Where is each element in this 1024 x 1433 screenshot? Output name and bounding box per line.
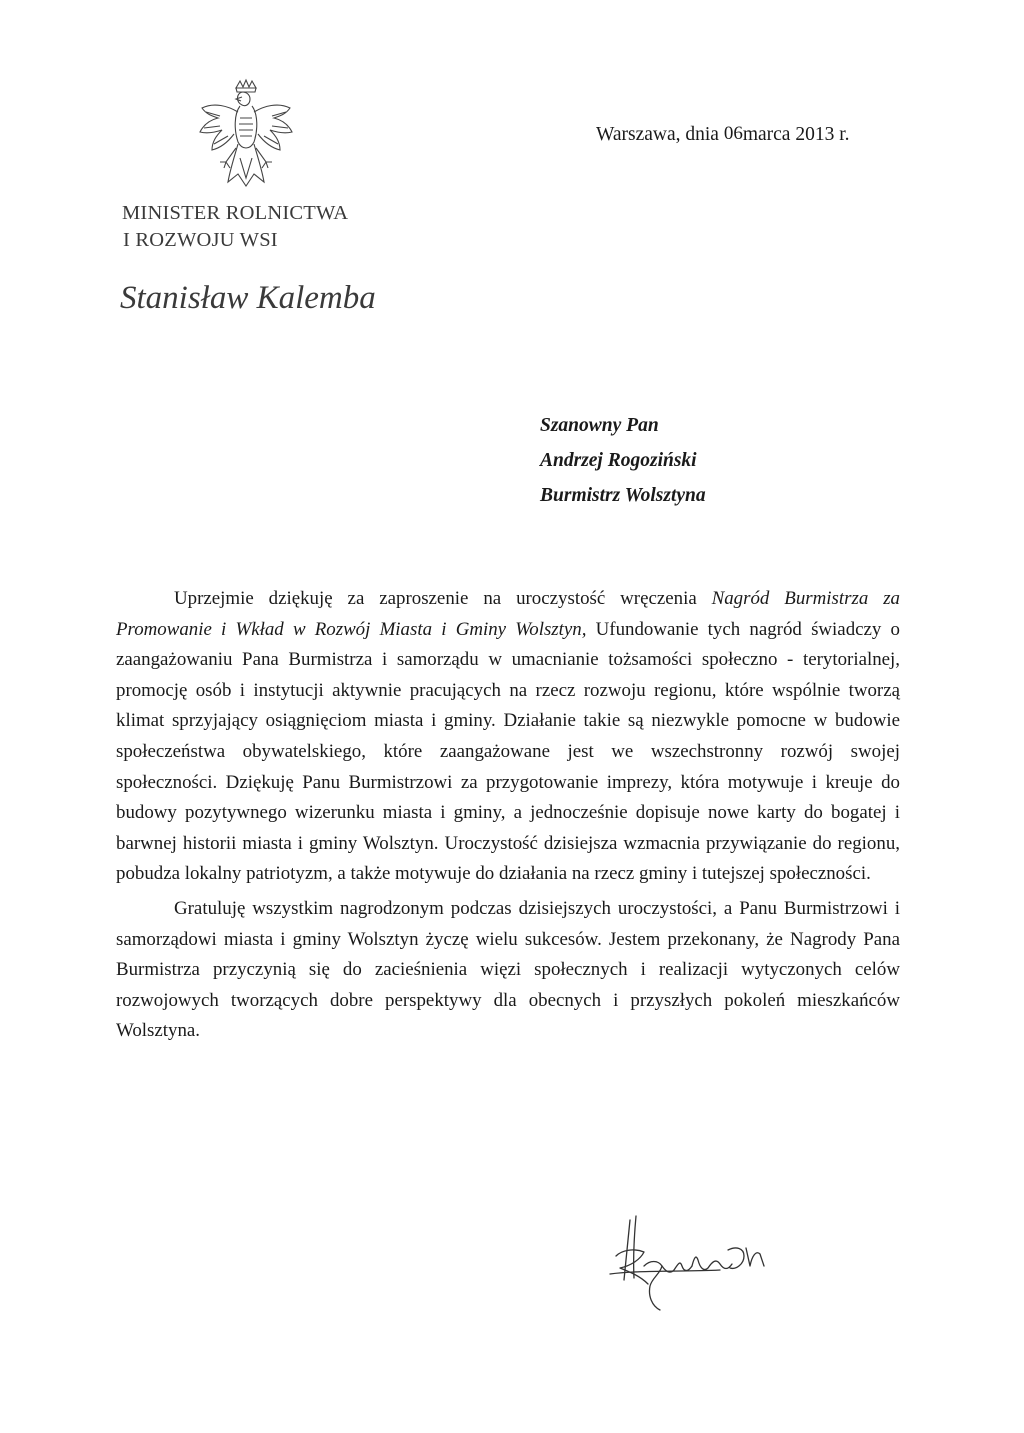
polish-eagle-emblem-icon: [190, 78, 302, 196]
addressee-salutation: Szanowny Pan: [540, 415, 659, 436]
ministry-line-1: MINISTER ROLNICTWA: [122, 202, 349, 224]
date-suffix: marca 2013 r.: [742, 124, 850, 145]
handwritten-signature-icon: [600, 1210, 780, 1318]
date-day: 06: [723, 123, 743, 144]
letter-body: [116, 584, 900, 1047]
paragraph-1-rest: Ufundowanie tych nagród świadczy o zaangażowaniu Pana Burmistrza i samorządu w umacnianie tożsamości społeczno - terytorialnej, promocję osób i instytucji aktywnie pracujących na rzecz rozwoju regionu, które wspólnie tworzą klimat sprzyjający osiągnięciom miasta i gminy. Działanie takie są niezwykle pomocne w budowie społeczeństwa obywatelskiego, które zaangażowane jest we wszechstronny rozwój swojej społeczności. Dziękuję Panu Burmistrzowi za przygotowanie imprezy, która motywuje i kreuje do budowy pozytywnego wizerunku miasta i gminy, a jednocześnie dopisuje nowe karty do bogatej i barwnej historii miasta i gminy Wolsztyn. Uroczystość dzisiejsza wzmacnia przywiązanie do regionu, pobudza lokalny patriotyzm, a także motywuje do działania na rzecz gminy i tutejszej społeczności.: [116, 618, 900, 885]
date-prefix: Warszawa, dnia: [596, 124, 724, 145]
award-name: Nagród Burmistrza za Promowanie i Wkład w Rozwój Miasta i Gminy Wolsztyn,: [116, 588, 900, 640]
ministry-line-2: I ROZWOJU WSI: [123, 229, 278, 251]
minister-name: Stanisław Kalemba: [120, 280, 376, 316]
body-paragraph-2: Gratuluję wszystkim nagrodzonym podczas dzisiejszych uroczystości, a Panu Burmistrzowi i samorządowi miasta i gminy Wolsztyn życzę wielu sukcesów. Jestem przekonany, że Nagrody Pana Burmistrza przyczynią się do zacieśnienia więzi społecznych i realizacji wytyczonych celów rozwojowych tworzących dobre perspektywy dla obecnych i przyszłych pokoleń mieszkańców Wolsztyna.: [116, 897, 900, 1042]
body-paragraph-1: [116, 584, 900, 890]
addressee-title: Burmistrz Wolsztyna: [540, 485, 706, 506]
paragraph-1-opening: Uprzejmie dziękuję za zaproszenie na uroczystość wręczenia: [174, 588, 712, 609]
addressee-block: [540, 408, 706, 513]
addressee-name: Andrzej Rogoziński: [540, 450, 697, 471]
date-line: [596, 124, 850, 146]
ministry-header: [122, 200, 348, 254]
